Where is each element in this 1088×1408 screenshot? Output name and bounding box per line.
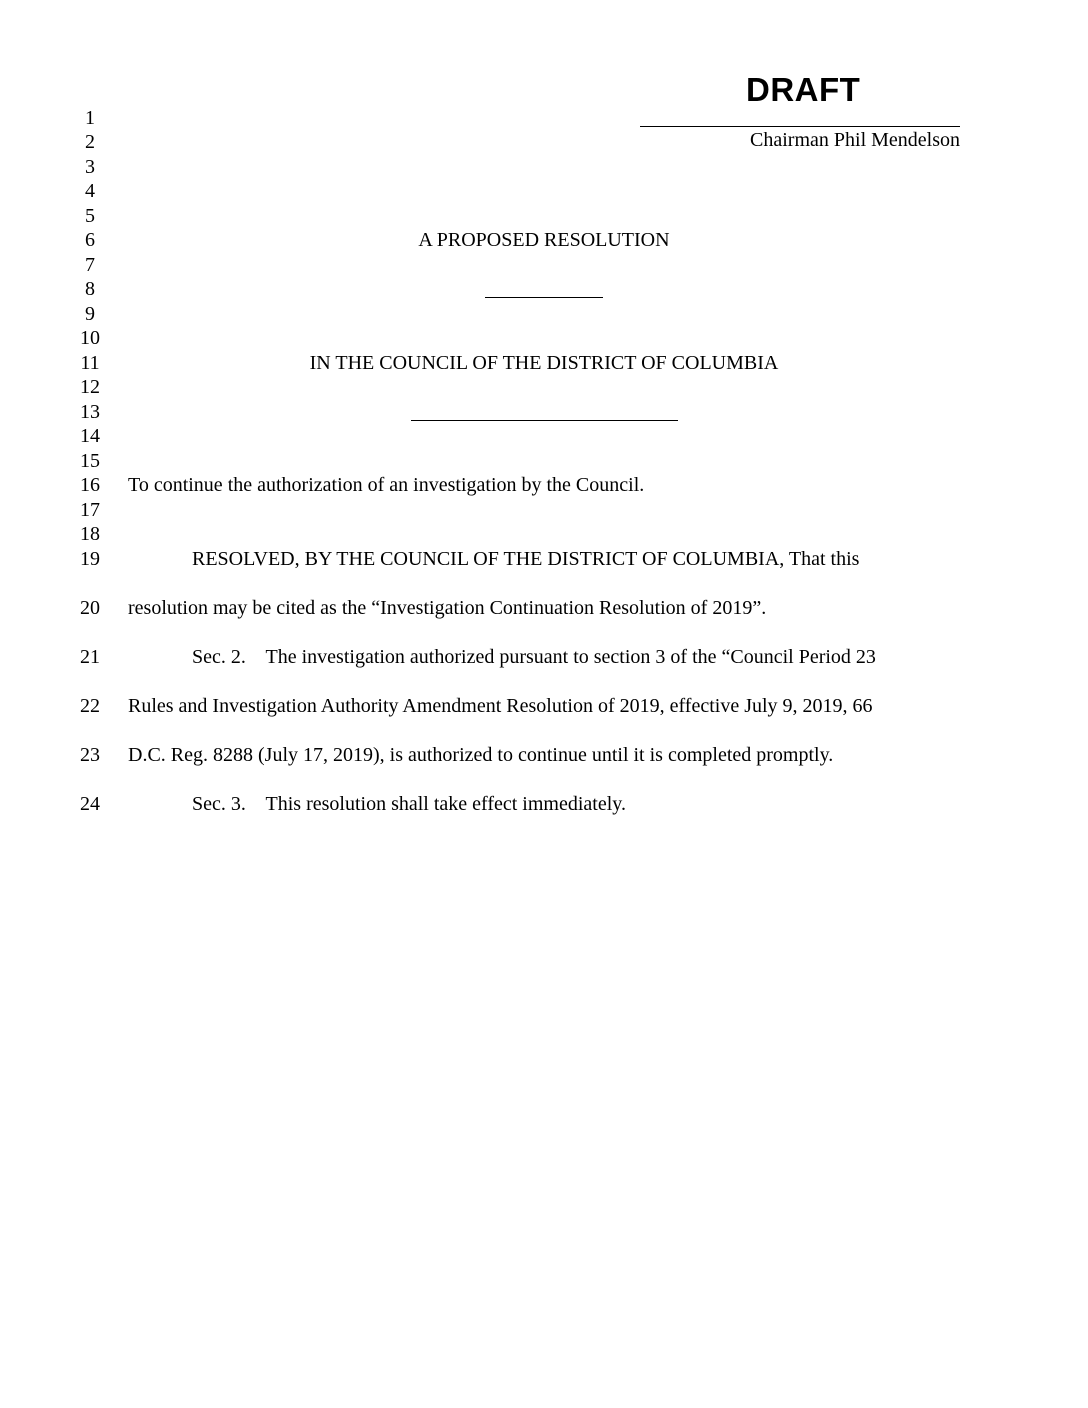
line-number: 4: [85, 180, 95, 202]
divider-short: [485, 297, 603, 298]
line-number: 9: [85, 303, 95, 325]
line-number: 6: [85, 229, 95, 251]
line-number: 16: [80, 474, 100, 496]
section-2-text-line-1: Sec. 2. The investigation authorized pursuant to section 3 of the “Council Period 23: [192, 646, 876, 668]
line-number: 15: [80, 450, 100, 472]
line-number: 22: [80, 695, 100, 717]
line-number: 10: [80, 327, 100, 349]
line-number: 1: [85, 107, 95, 129]
section-3-text: Sec. 3. This resolution shall take effect immediately.: [192, 793, 626, 815]
council-heading: IN THE COUNCIL OF THE DISTRICT OF COLUMBIA: [309, 352, 779, 374]
long-title: To continue the authorization of an investigation by the Council.: [128, 474, 645, 496]
enacting-clause: RESOLVED, BY THE COUNCIL OF THE DISTRICT OF COLUMBIA, That this: [192, 548, 860, 570]
signature-line: [640, 126, 960, 127]
line-number: 12: [80, 376, 100, 398]
divider-long: [411, 420, 678, 421]
sponsor-name: Chairman Phil Mendelson: [750, 129, 960, 151]
line-number: 8: [85, 278, 95, 300]
line-number: 7: [85, 254, 95, 276]
line-number: 5: [85, 205, 95, 227]
line-number: 18: [80, 523, 100, 545]
line-number: 14: [80, 425, 100, 447]
draft-watermark-label: DRAFT: [746, 71, 861, 108]
line-number: 24: [80, 793, 100, 815]
line-number: 17: [80, 499, 100, 521]
line-number: 11: [80, 352, 100, 374]
line-number: 3: [85, 156, 95, 178]
line-number: 19: [80, 548, 100, 570]
section-2-text-line-2: Rules and Investigation Authority Amendment Resolution of 2019, effective July 9, 2019, 66: [128, 695, 873, 717]
section-1-text: resolution may be cited as the “Investigation Continuation Resolution of 2019”.: [128, 597, 767, 619]
line-number: 2: [85, 131, 95, 153]
line-number: 23: [80, 744, 100, 766]
line-number: 21: [80, 646, 100, 668]
document-title: A PROPOSED RESOLUTION: [418, 229, 670, 251]
section-2-text-line-3: D.C. Reg. 8288 (July 17, 2019), is authorized to continue until it is completed promptly.: [128, 744, 834, 766]
line-number: 13: [80, 401, 100, 423]
line-number: 20: [80, 597, 100, 619]
